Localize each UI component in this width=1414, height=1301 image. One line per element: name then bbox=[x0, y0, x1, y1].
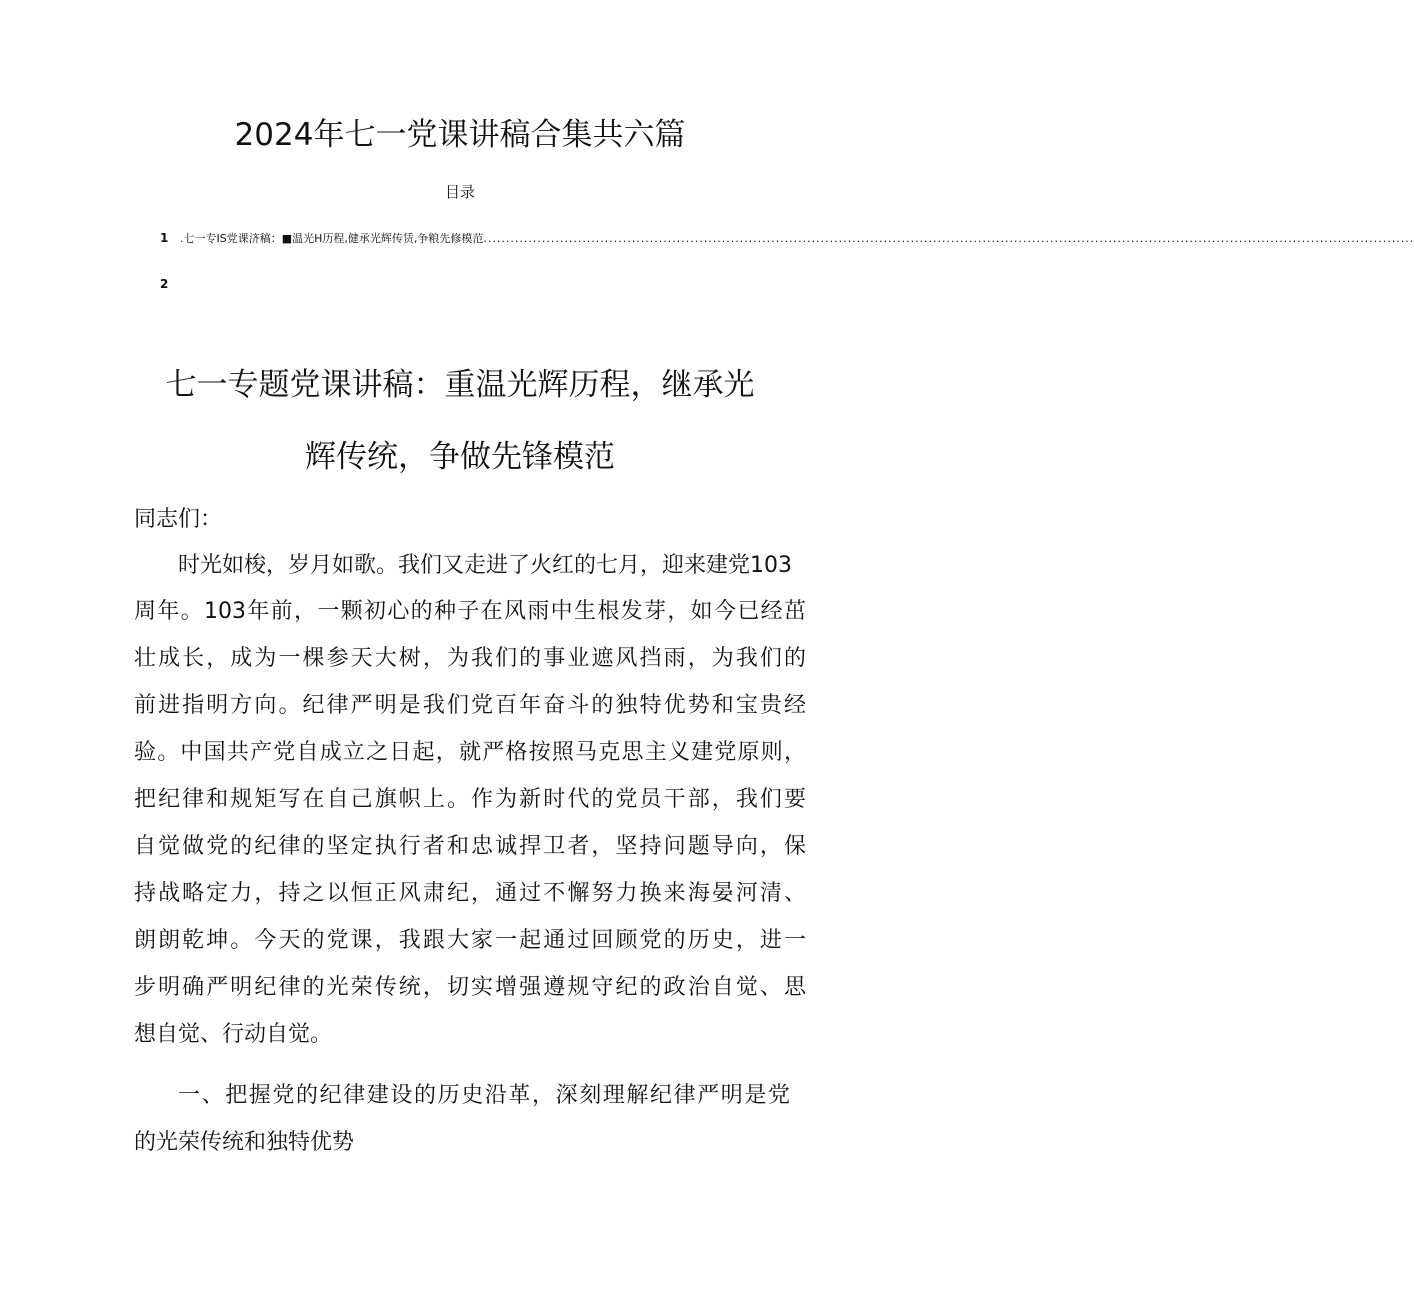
section-title-line-1: 七一专题党课讲稿：重温光辉历程，继承光 bbox=[165, 367, 755, 403]
salutation: 同志们： bbox=[134, 507, 223, 532]
paragraph-line: 壮成长，成为一棵参天大树，为我们的事业遮风挡雨，为我们的 bbox=[134, 646, 806, 671]
paragraph-line: 周年。103年前，一颗初心的种子在风雨中生根发芽，如今已经茁 bbox=[134, 599, 806, 624]
document-title: 2024年七一党课讲稿合集共六篇 bbox=[234, 117, 686, 153]
paragraph-line: 步明确严明纪律的光荣传统，切实增强遵规守纪的政治自觉、思 bbox=[134, 975, 806, 1000]
paragraph-line: 时光如梭，岁月如歌。我们又走进了火红的七月，迎来建党103 bbox=[178, 553, 792, 578]
toc-entry-leader: ............................................................................................................................................................................................................... bbox=[483, 232, 1414, 245]
paragraph-line: 持战略定力，持之以恒正风肃纪，通过不懈努力换来海晏河清、 bbox=[134, 881, 806, 906]
toc-entry-2[interactable]: 2 bbox=[160, 277, 169, 291]
toc-entry-text: .七一专IS党课济稿：■温光H历程,健承光辉传赁,争粮先修模范 bbox=[180, 232, 484, 245]
paragraph-line: 想自觉、行动自觉。 bbox=[134, 1022, 333, 1047]
toc-entry-1[interactable] bbox=[160, 228, 1414, 248]
paragraph-line: 把纪律和规矩写在自己旗帜上。作为新时代的党员干部，我们要 bbox=[134, 787, 806, 812]
toc-entry-number: 1 bbox=[160, 231, 169, 245]
toc-label: 目录 bbox=[444, 183, 475, 201]
section-title-line-2: 辉传统，争做先锋模范 bbox=[305, 439, 615, 475]
heading-line: 一、把握党的纪律建设的历史沿革，深刻理解纪律严明是党 bbox=[178, 1083, 790, 1108]
heading-line: 的光荣传统和独特优势 bbox=[134, 1130, 355, 1155]
paragraph-line: 验。中国共产党自成立之日起，就严格按照马克思主义建党原则， bbox=[134, 740, 806, 765]
paragraph-line: 自觉做党的纪律的坚定执行者和忠诚捍卫者，坚持问题导向，保 bbox=[134, 834, 806, 859]
paragraph-line: 前进指明方向。纪律严明是我们党百年奋斗的独特优势和宝贵经 bbox=[134, 693, 806, 718]
paragraph-line: 朗朗乾坤。今天的党课，我跟大家一起通过回顾党的历史，进一 bbox=[134, 928, 806, 953]
